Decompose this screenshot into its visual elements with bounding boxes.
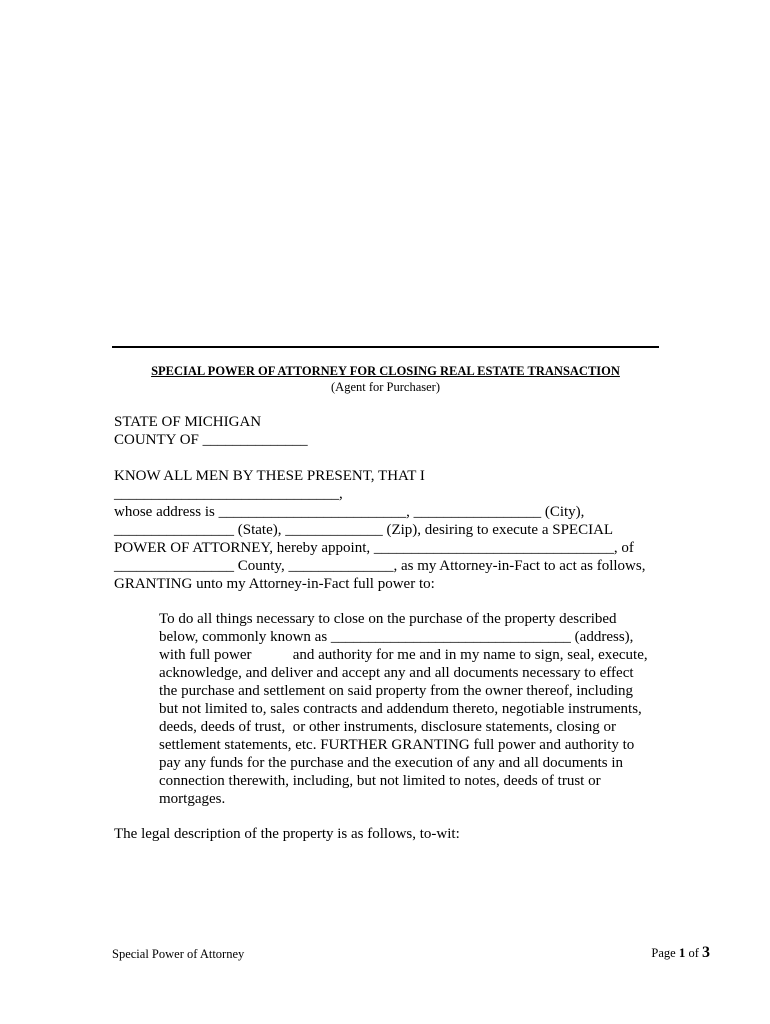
powers-line: mortgages.	[159, 791, 226, 807]
page-label: Page	[651, 946, 676, 960]
document-title: SPECIAL POWER OF ATTORNEY FOR CLOSING REAL ESTATE TRANSACTION	[151, 364, 620, 378]
powers-line: acknowledge, and deliver and accept any and all documents necessary to effect	[159, 665, 634, 681]
legal-description-line: The legal description of the property is as follows, to-wit:	[114, 826, 460, 842]
county-line: COUNTY OF ______________	[114, 432, 308, 448]
of-label: of	[688, 946, 699, 960]
intro-line: GRANTING unto my Attorney-in-Fact full power to:	[114, 576, 435, 592]
document-subtitle: (Agent for Purchaser)	[331, 380, 440, 394]
state-line: STATE OF MICHIGAN	[114, 414, 262, 430]
intro-line: ______________________________,	[114, 486, 343, 502]
powers-line: but not limited to, sales contracts and addendum thereto, negotiable instruments,	[159, 701, 642, 717]
powers-line: deeds, deeds of trust, or other instruments, disclosure statements, closing or	[159, 719, 616, 735]
powers-line: settlement statements, etc. FURTHER GRANTING full power and authority to	[159, 737, 635, 753]
powers-line: the purchase and settlement on said property from the owner thereof, including	[159, 683, 634, 699]
header-rule	[112, 346, 659, 348]
intro-line: ________________ County, ______________, as my Attorney-in-Fact to act as follows,	[114, 558, 646, 574]
page-total: 3	[702, 944, 710, 961]
powers-line: with full power and authority for me and in my name to sign, seal, execute,	[159, 647, 648, 663]
powers-line: connection therewith, including, but not limited to notes, deeds of trust or	[159, 773, 601, 789]
intro-line: KNOW ALL MEN BY THESE PRESENT, THAT I	[114, 468, 425, 484]
powers-line: To do all things necessary to close on the purchase of the property described	[159, 611, 617, 627]
intro-line: ________________ (State), _____________ (Zip), desiring to execute a SPECIAL	[114, 522, 614, 538]
intro-line: POWER OF ATTORNEY, hereby appoint, ________________________________, of	[114, 540, 634, 556]
intro-line: whose address is _________________________, _________________ (City),	[114, 504, 585, 520]
page-number	[630, 944, 710, 962]
powers-line: pay any funds for the purchase and the execution of any and all documents in	[159, 755, 624, 771]
page-current: 1	[678, 945, 686, 960]
powers-line: below, commonly known as ________________________________ (address),	[159, 629, 634, 645]
footer-title: Special Power of Attorney	[112, 947, 245, 961]
